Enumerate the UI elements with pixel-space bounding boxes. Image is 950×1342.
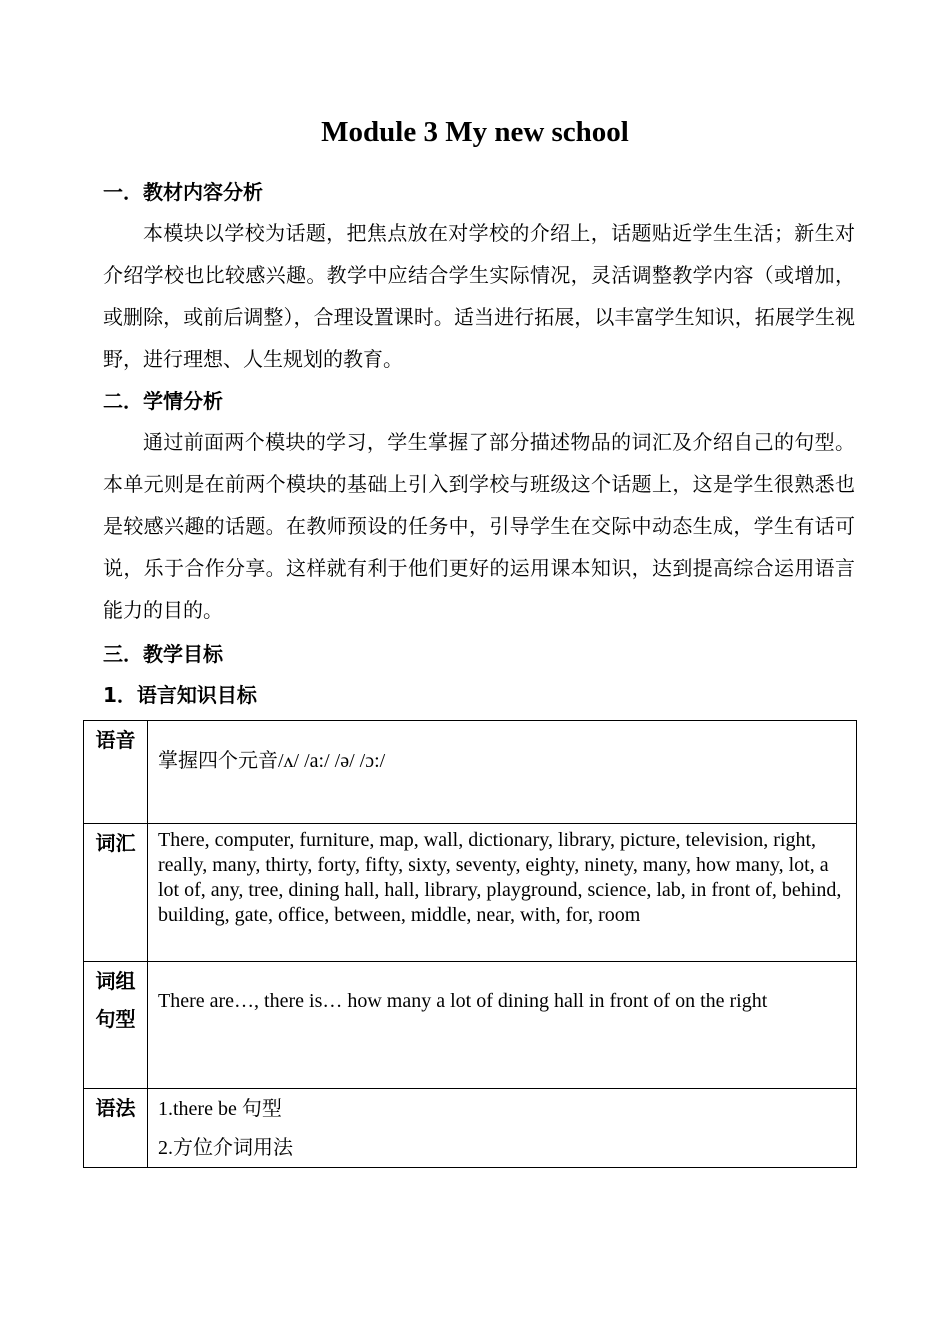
table-row-vocabulary bbox=[84, 824, 857, 962]
table-content-phrases bbox=[148, 962, 857, 1089]
table-label-phrases bbox=[84, 962, 148, 1089]
phonetics-symbols: /ʌ/ /a:/ /ə/ /ɔ:/ bbox=[278, 750, 386, 772]
section-heading-teaching-objectives: 三．教学目标 bbox=[103, 642, 223, 666]
grammar-item-2-en: 2. bbox=[158, 1137, 173, 1159]
section-paragraph-content-analysis: 本模块以学校为话题，把焦点放在对学校的介绍上，话题贴近学生生活；新生对介绍学校也比较感兴趣。教学中应结合学生实际情况，灵活调整教学内容（或增加，或删除，或前后调整），合理设置课时。适当进行拓展，以丰富学生知识，拓展学生视野，进行理想、人生规划的教育。 bbox=[103, 221, 855, 371]
table-content-vocabulary bbox=[148, 824, 857, 962]
grammar-item-1-cn: 句型 bbox=[241, 1096, 282, 1120]
label-text: 语音 bbox=[95, 728, 136, 752]
grammar-item-2-cn: 方位介词用法 bbox=[173, 1135, 293, 1159]
language-knowledge-table bbox=[83, 720, 857, 1168]
grammar-item-2 bbox=[158, 1128, 846, 1167]
phrases-list: There are…, there is… how many a lot of dining hall in front of on the right bbox=[158, 990, 768, 1012]
grammar-item-1-en: 1.there be bbox=[158, 1098, 242, 1120]
label-text: 语法 bbox=[95, 1096, 136, 1120]
document-title: Module 3 My new school bbox=[321, 116, 629, 148]
table-content-grammar bbox=[148, 1089, 857, 1168]
vocabulary-list: There, computer, furniture, map, wall, dictionary, library, picture, television, right, really, many, thirty, forty, fifty, sixty, seventy, eighty, ninety, many, how many, lot, a lot of, any, tree, dining hall, hall, library, playground, science, lab, in front of, behind, building, gate, office, between, middle, near, with, for, room bbox=[158, 829, 842, 926]
label-text: 词汇 bbox=[95, 831, 136, 855]
label-text-line1: 词组 bbox=[95, 969, 136, 993]
phonetics-cn-text: 掌握四个元音 bbox=[158, 748, 278, 772]
section-heading-content-analysis: 一．教材内容分析 bbox=[103, 180, 263, 204]
grammar-item-1 bbox=[158, 1089, 846, 1128]
table-content-phonetics bbox=[148, 721, 857, 824]
section-paragraph-student-analysis: 通过前面两个模块的学习，学生掌握了部分描述物品的词汇及介绍自己的句型。本单元则是在前两个模块的基础上引入到学校与班级这个话题上，这是学生很熟悉也是较感兴趣的话题。在教师预设的任务中，引导学生在交际中动态生成，学生有话可说，乐于合作分享。这样就有利于他们更好的运用课本知识，达到提高综合运用语言能力的目的。 bbox=[103, 430, 855, 622]
table-row-phonetics bbox=[84, 721, 857, 824]
table-row-phrases bbox=[84, 962, 857, 1089]
table-label-phonetics bbox=[84, 721, 148, 824]
table-row-grammar bbox=[84, 1089, 857, 1168]
table-label-grammar bbox=[84, 1089, 148, 1168]
table-label-vocabulary bbox=[84, 824, 148, 962]
label-text-line2: 句型 bbox=[95, 1007, 136, 1031]
section-heading-student-analysis: 二．学情分析 bbox=[103, 389, 223, 413]
subheading-language-knowledge: 1．语言知识目标 bbox=[103, 683, 257, 707]
